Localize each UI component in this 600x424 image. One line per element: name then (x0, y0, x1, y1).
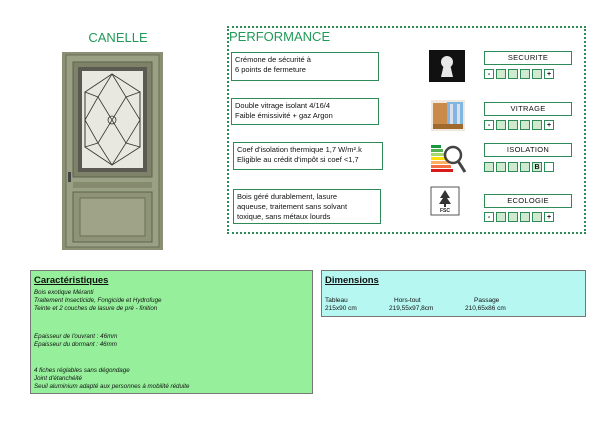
characteristic-line: Epaisseur du dormant : 46mm (34, 340, 117, 348)
rating-step[interactable] (520, 212, 530, 222)
door-image (62, 52, 163, 250)
characteristic-line: Joint d'étanchéité (34, 374, 82, 382)
characteristics-title: Caractéristiques (34, 275, 109, 286)
rating-step[interactable] (496, 212, 506, 222)
dimensions-panel (321, 270, 586, 317)
feature-text: Coef d'isolation thermique 1,7 W/m².k (237, 145, 362, 154)
characteristic-line: Teinte et 2 couches de lasure de pré - finition (34, 304, 158, 312)
rating-step[interactable] (508, 69, 518, 79)
feature-text: Faible émissivité + gaz Argon (235, 110, 333, 120)
dimension-value-passage: 210,65x86 cm (465, 305, 506, 312)
feature-text: Eligible au crédit d'impôt si coef <1,7 (237, 154, 359, 164)
window-profile-icon (431, 100, 465, 131)
rating-step[interactable] (532, 120, 542, 130)
feature-text: Crémone de sécurité à (235, 55, 311, 64)
characteristic-line: Traitement Insecticide, Fongicide et Hydrofuge (34, 296, 162, 304)
energy-label-icon (429, 141, 467, 175)
characteristic-line: Bois exotique Méranti (34, 289, 94, 296)
feature-insulation-box (233, 142, 383, 170)
rating-step[interactable] (520, 120, 530, 130)
rating-plus-button[interactable]: + (544, 120, 554, 130)
rating-step[interactable] (484, 162, 494, 172)
rating-security (484, 51, 572, 79)
keyhole-icon (429, 50, 465, 82)
feature-ecology-box (233, 189, 381, 224)
rating-label: SECURITE (484, 51, 572, 65)
dimension-header-passage: Passage (474, 297, 500, 304)
rating-minus-button[interactable]: - (484, 69, 494, 79)
feature-text: Double vitrage isolant 4/16/4 (235, 101, 331, 110)
rating-label: ECOLOGIE (484, 194, 572, 208)
fsc-logo (430, 186, 460, 216)
characteristic-line: Seuil aluminium adapté aux personnes à mobilité réduite (34, 382, 190, 390)
characteristics-panel (30, 270, 313, 394)
dimension-value-tableau: 215x90 cm (325, 305, 357, 312)
characteristic-line: Epaisseur de l'ouvrant : 46mm (34, 333, 118, 340)
product-title: CANELLE (88, 30, 148, 45)
feature-security-box (231, 52, 379, 81)
dimension-header-tableau: Tableau (325, 297, 348, 304)
rating-step[interactable] (532, 212, 542, 222)
rating-label: ISOLATION (484, 143, 572, 157)
rating-step[interactable] (544, 162, 554, 172)
feature-text: aqueuse, traitement sans solvant (237, 202, 348, 211)
rating-step[interactable] (496, 69, 506, 79)
characteristic-line: 4 fiches réglables sans dégondage (34, 367, 130, 374)
feature-text: 6 points de fermeture (235, 64, 306, 74)
rating-label: VITRAGE (484, 102, 572, 116)
dimension-header-hors-tout: Hors-tout (394, 297, 421, 304)
rating-step[interactable] (508, 162, 518, 172)
feature-text: Bois géré durablement, lasure (237, 192, 338, 201)
rating-step[interactable] (508, 120, 518, 130)
rating-ecology (484, 194, 572, 222)
rating-step-selected[interactable]: B (532, 162, 542, 172)
rating-minus-button[interactable]: - (484, 212, 494, 222)
rating-glazing (484, 102, 572, 130)
rating-minus-button[interactable]: - (484, 120, 494, 130)
feature-glazing-box (231, 98, 379, 125)
rating-step[interactable] (496, 120, 506, 130)
rating-insulation (484, 143, 572, 172)
rating-plus-button[interactable]: + (544, 212, 554, 222)
rating-step[interactable] (520, 69, 530, 79)
rating-step[interactable] (532, 69, 542, 79)
rating-plus-button[interactable]: + (544, 69, 554, 79)
feature-text: toxique, sans métaux lourds (237, 212, 331, 221)
rating-step[interactable] (496, 162, 506, 172)
performance-title: PERFORMANCE (229, 29, 331, 44)
dimension-value-hors-tout: 219,55x97,8cm (389, 305, 434, 312)
dimensions-title: Dimensions (325, 275, 379, 286)
svg-text:FSC: FSC (440, 208, 450, 214)
rating-step[interactable] (520, 162, 530, 172)
rating-step[interactable] (508, 212, 518, 222)
